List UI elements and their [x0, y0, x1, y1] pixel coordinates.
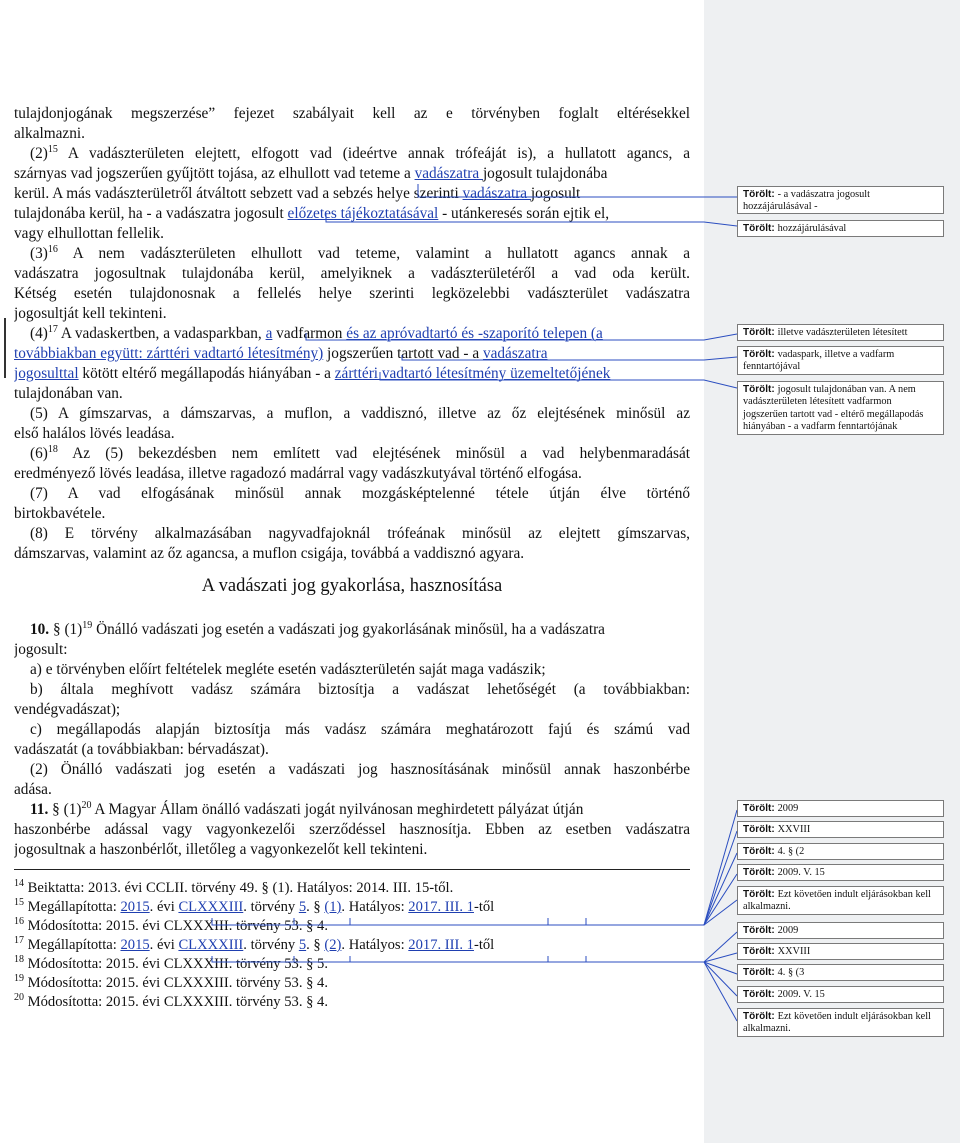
footnote: $^{20}$ Módosította: 2015. évi CLXXXIII. törvény 53. § 4.: [14, 992, 329, 1010]
text-line: b) általa meghívott vadász számára biztosítja a vadászat lehetőségét (a továbbiakban:: [30, 681, 690, 698]
text-line: a) e törvényben előírt feltételek megléte esetén vadászterületén saját maga vadászik;: [30, 661, 546, 678]
text-line: Kétség esetén tulajdonosnak a fellelés helye szerinti legközelebbi vadászterület vadászatra: [14, 285, 690, 302]
text-line: tulajdonában van.: [14, 385, 123, 402]
text-line: haszonbérbe adással vagy vagyonkezelői szerződéssel hasznosítja. Ebben az esetben vadászatra: [14, 821, 690, 838]
deletion-balloon[interactable]: Törölt: XXVIII: [737, 943, 944, 960]
text-line: tulajdonába kerül, ha - a vadászatra jogosult előzetes tájékoztatásával - utánkeresés során ejtik el,: [14, 205, 610, 222]
deletion-balloon[interactable]: Törölt: 4. § (3: [737, 964, 944, 981]
deletion-balloon[interactable]: Törölt: Ezt követően indult eljárásokban kell alkalmazni.: [737, 886, 944, 915]
text-line: 11. § $(1)^{20}$ A Magyar Állam önálló vadászati jogát nyilvánosan meghirdetett pályázat útján: [30, 800, 584, 818]
text-line: $(2)^{15}$ A vadászterületen elejtett, elfogott vad (ideértve annak trófeáját is), a hullatott agancs, a: [30, 144, 690, 162]
text-line: vadászatra jogosultnak tulajdonába kerül, amelyiknek a vadászterületéről a vad oda került.: [14, 265, 690, 282]
deletion-balloon[interactable]: Törölt: Ezt követően indult eljárásokban kell alkalmazni.: [737, 1008, 944, 1037]
footnote: $^{19}$ Módosította: 2015. évi CLXXXIII. törvény 53. § 4.: [14, 973, 329, 991]
deletion-balloon[interactable]: Törölt: 2009: [737, 800, 944, 817]
text-line: szárnyas vad jogszerűen gyűjtött tojása, az elhullott vad teteme a vadászatra jogosult tulajdonába: [14, 165, 608, 182]
inserted-text: továbbiakban együtt: zárttéri vadtartó létesítmény): [14, 345, 324, 362]
deletion-balloon[interactable]: Törölt: 2009. V. 15: [737, 864, 944, 881]
deletion-balloon[interactable]: Törölt: vadaspark, illetve a vadfarm fenntartójával: [737, 346, 944, 375]
inserted-text: a: [265, 325, 273, 342]
deletion-balloon[interactable]: Törölt: jogosult tulajdonában van. A nem vadászterületen létesített vadfarmon jogszerűen tartott vad - eltérő megállapodás hiányában - a vadfarm fenntartójának: [737, 381, 944, 435]
inserted-text: vadászatra: [414, 165, 483, 182]
footnote: $^{14}$ Beiktatta: 2013. évi CCLII. törvény 49. § (1). Hatályos: 2014. III. 15-től.: [14, 878, 454, 896]
deletion-balloon[interactable]: Törölt: 2009: [737, 922, 944, 939]
text-line: tulajdonjogának megszerzése” fejezet szabályait kell az e törvényben foglalt eltérésekkel: [14, 105, 690, 122]
text-line: első halálos lövés leadása.: [14, 425, 175, 442]
text-line: vadászatát (a továbbiakban: bérvadászat).: [14, 741, 269, 758]
text-line: továbbiakban együtt: zárttéri vadtartó létesítmény) jogszerűen tartott vad - a vadászatra: [14, 345, 548, 362]
text-line: jogosultnak a haszonbérlőt, illetőleg a vagyonkezelőt kell tekinteni.: [14, 841, 428, 858]
text-line: vagy elhullottan fellelik.: [14, 225, 164, 242]
text-line: jogosulttal kötött eltérő megállapodás hiányában - a zárttéri vadtartó létesítmény üzemeltetőjének: [14, 365, 611, 382]
deletion-balloon[interactable]: Törölt: XXVIII: [737, 821, 944, 838]
text-line: (7) A vad elfogásának minősül annak mozgásképtelenné tétele útján élve történő: [30, 485, 690, 502]
inserted-text: és az apróvadtartó és -szaporító telepen (a: [346, 325, 603, 342]
text-line: adása.: [14, 781, 52, 798]
text-line: jogosultját kell tekinteni.: [14, 305, 167, 322]
footnote: $^{18}$ Módosította: 2015. évi CLXXXIII. törvény 53. § 5.: [14, 954, 329, 972]
deletion-balloon[interactable]: Törölt: hozzájárulásával: [737, 220, 944, 237]
change-bar: [4, 318, 6, 378]
inserted-text: vadászatra: [482, 345, 548, 362]
text-line: 10. § $(1)^{19}$ Önálló vadászati jog esetén a vadászati jog gyakorlásának minősül, ha a vadászatra: [30, 620, 605, 638]
text-line: dámszarvas, valamint az őz agancsa, a muflon csigája, továbbá a vaddisznó agyara.: [14, 545, 525, 562]
text-line: $(4)^{17}$ A vadaskertben, a vadasparkban, a vadfarmon és az apróvadtartó és -szaporító telepen (a: [30, 324, 603, 342]
deletion-balloon[interactable]: Törölt: 4. § (2: [737, 843, 944, 860]
inserted-text: jogosulttal: [14, 365, 79, 382]
text-line: eredményező lövés leadása, illetve ragadozó madárral vagy vadászkutyával történő elfogása.: [14, 465, 582, 482]
text-line: $(6)^{18}$ Az (5) bekezdésben nem említett vad elejtésének minősül a vad helybenmaradását: [30, 444, 690, 462]
section-heading: A vadászati jog gyakorlása, hasznosítása: [201, 576, 503, 596]
inserted-text: előzetes tájékoztatásával: [287, 205, 439, 222]
deletion-balloon[interactable]: Törölt: - a vadászatra jogosult hozzájárulásával -: [737, 186, 944, 214]
footnote: $^{16}$ Módosította: 2015. évi CLXXXIII. törvény 53. § 4.: [14, 916, 329, 934]
footnote-separator: [14, 869, 690, 870]
text-line: c) megállapodás alapján biztosítja más vadász számára meghatározott fajú és számú vad: [30, 721, 690, 738]
footnote: $^{17}$ Megállapította: 2015. évi CLXXXIII. törvény 5. § (2). Hatályos: 2017. III. 1-től: [14, 935, 495, 953]
deletion-balloon[interactable]: Törölt: 2009. V. 15: [737, 986, 944, 1003]
inserted-text: vadászatra: [462, 185, 531, 202]
text-line: jogosult:: [14, 641, 68, 658]
text-line: kerül. A más vadászterületről átváltott sebzett vad a sebzés helye szerinti vadászatra jogosult: [14, 185, 581, 202]
inserted-text: zárttéri vadtartó létesítmény üzemeltetőjének: [334, 365, 611, 382]
text-line: (5) A gímszarvas, a dámszarvas, a muflon, a vaddisznó, illetve az őz elejtésének minősül az: [30, 405, 690, 422]
text-line: (8) E törvény alkalmazásában nagyvadfajoknál trófeának minősül az elejtett gímszarvas,: [30, 525, 690, 542]
deletion-balloon[interactable]: Törölt: illetve vadászterületen létesített: [737, 324, 944, 341]
text-line: alkalmazni.: [14, 125, 85, 142]
text-line: birtokbavétele.: [14, 505, 106, 522]
footnote: $^{15}$ Megállapította: 2015. évi CLXXXIII. törvény 5. § (1). Hatályos: 2017. III. 1-től: [14, 897, 495, 915]
text-line: $(3)^{16}$ A nem vadászterületen elhullott vad teteme, valamint a hullatott agancs annak a: [30, 244, 690, 262]
text-line: (2) Önálló vadászati jog esetén a vadászati jog hasznosításának minősül annak haszonbérbe: [30, 761, 690, 778]
text-line: vendégvadászat);: [14, 701, 121, 718]
